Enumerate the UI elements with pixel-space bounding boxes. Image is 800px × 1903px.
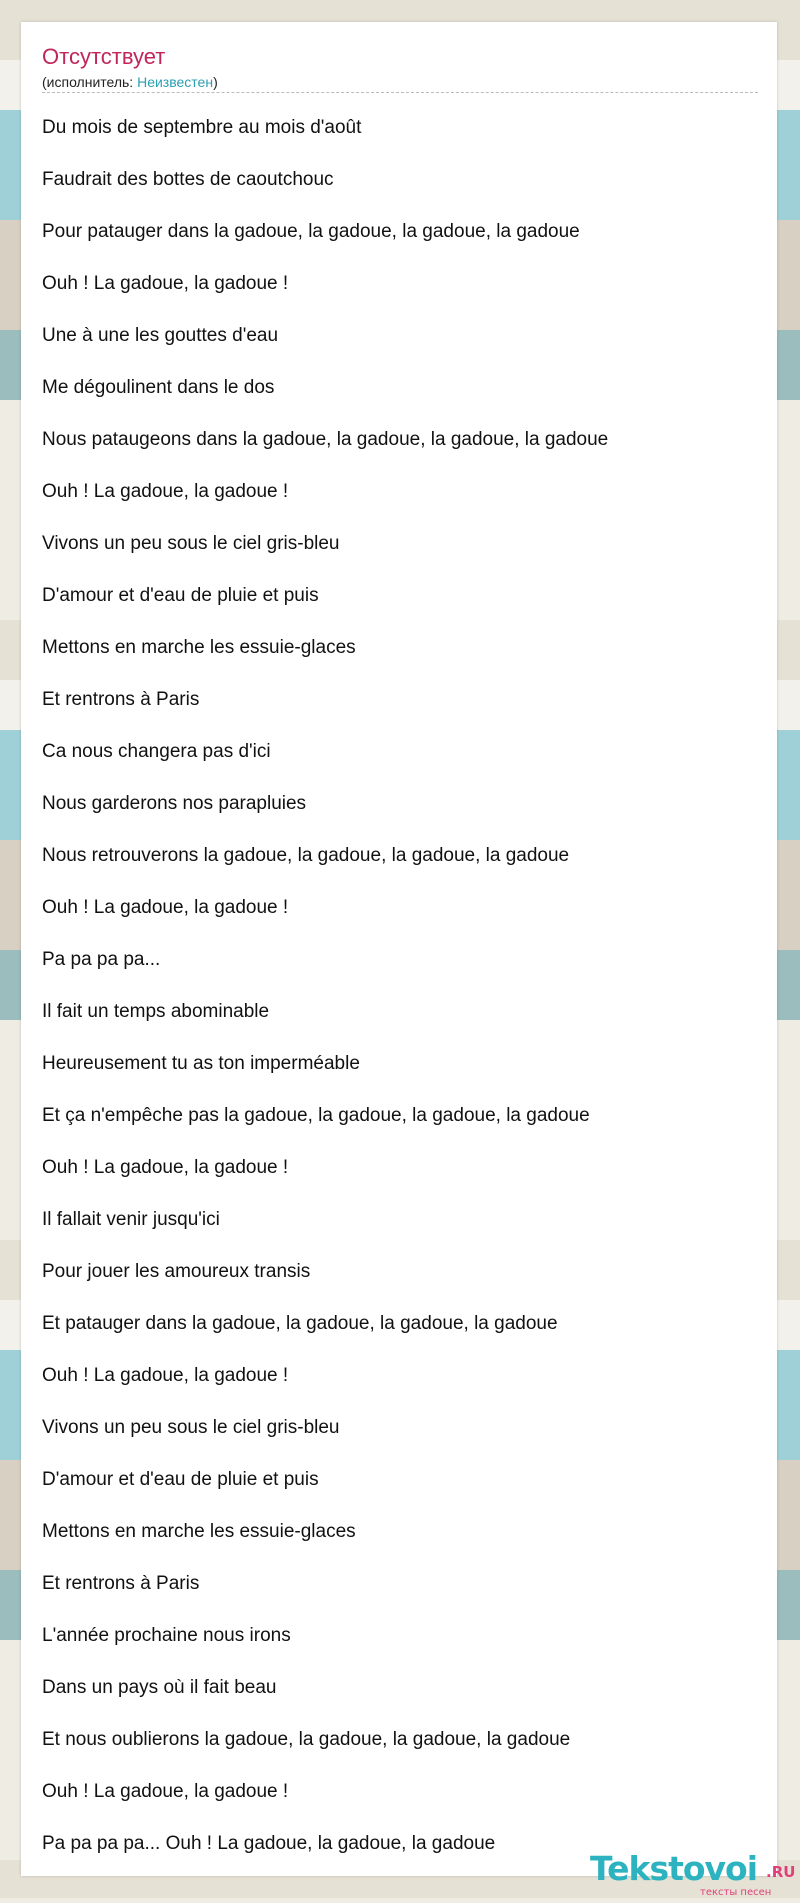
lyric-line: Ouh ! La gadoue, la gadoue ! [42,897,289,918]
song-title: Отсутствует [42,44,166,69]
lyric-line: D'amour et d'eau de pluie et puis [42,1469,319,1490]
lyric-line: Il fait un temps abominable [42,1001,270,1022]
lyric-line: Nous garderons nos parapluies [42,793,307,814]
artist-suffix: ) [213,74,218,90]
artist-line [42,73,218,91]
lyric-line: Dans un pays où il fait beau [42,1677,277,1698]
lyric-line: Pour jouer les amoureux transis [42,1261,311,1282]
lyric-line: Une à une les gouttes d'eau [42,325,279,346]
lyric-line: Pour patauger dans la gadoue, la gadoue, la gadoue, la gadoue [42,221,580,242]
logo-tld: .RU [766,1863,796,1881]
lyric-line: Et nous oublierons la gadoue, la gadoue, la gadoue, la gadoue [42,1729,571,1750]
lyric-line: Pa pa pa pa... [42,949,161,970]
lyric-line: Mettons en marche les essuie-glaces [42,1521,356,1542]
lyric-line: Et patauger dans la gadoue, la gadoue, la gadoue, la gadoue [42,1313,558,1334]
lyric-line: Ouh ! La gadoue, la gadoue ! [42,1157,289,1178]
lyric-line: Faudrait des bottes de caoutchouc [42,169,334,190]
artist-prefix: (исполнитель: [42,74,138,90]
lyric-line: Nous retrouverons la gadoue, la gadoue, la gadoue, la gadoue [42,845,570,866]
lyric-line: Ca nous changera pas d'ici [42,741,271,762]
lyric-line: Et rentrons à Paris [42,689,200,710]
lyric-line: Vivons un peu sous le ciel gris-bleu [42,1417,340,1438]
lyric-line: Heureusement tu as ton imperméable [42,1053,360,1074]
site-watermark-logo [590,1849,796,1903]
lyrics-card [21,22,796,1898]
lyric-line: Et rentrons à Paris [42,1573,200,1594]
lyric-line: Mettons en marche les essuie-glaces [42,637,356,658]
lyric-line: Nous pataugeons dans la gadoue, la gadoue, la gadoue, la gadoue [42,429,609,450]
lyric-line: Et ça n'empêche pas la gadoue, la gadoue, la gadoue, la gadoue [42,1105,590,1126]
lyric-line: D'amour et d'eau de pluie et puis [42,585,319,606]
lyric-line: Du mois de septembre au mois d'août [42,117,362,138]
title-divider [42,92,758,93]
logo-brand: Tekstovoi [590,1849,758,1888]
lyric-line: Vivons un peu sous le ciel gris-bleu [42,533,340,554]
artist-link[interactable]: Неизвестен [137,74,214,90]
lyric-line: L'année prochaine nous irons [42,1625,291,1646]
lyric-line: Ouh ! La gadoue, la gadoue ! [42,273,289,294]
logo-tagline: тексты песен [700,1887,772,1898]
lyric-line: Pa pa pa pa... Ouh ! La gadoue, la gadoue, la gadoue [42,1833,496,1854]
lyrics-list [42,102,758,1870]
lyric-line: Il fallait venir jusqu'ici [42,1209,220,1230]
lyric-line: Me dégoulinent dans le dos [42,377,275,398]
lyric-line: Ouh ! La gadoue, la gadoue ! [42,1781,289,1802]
lyric-line: Ouh ! La gadoue, la gadoue ! [42,481,289,502]
lyric-line: Ouh ! La gadoue, la gadoue ! [42,1365,289,1386]
